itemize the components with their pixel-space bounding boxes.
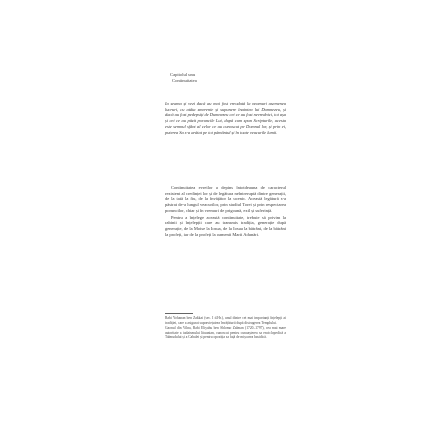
chapter-heading bbox=[170, 72, 290, 85]
paragraph: Continuitatea evreilor a depins întotdeauna de caracterul rezistent al credinței lor și de legătura neîntreruptă dintre generații, de la tată la fiu, de la învățător la ucenic. Această legătură s-a păstrat de-a lungul veacurilor, prin studiul Torei și prin respectarea poruncilor, chiar și în vremuri de prigoană, exil și suferință. bbox=[165, 185, 286, 213]
footnote-divider bbox=[165, 313, 193, 314]
epigraph bbox=[165, 101, 286, 135]
chapter-title: Continuitatea bbox=[172, 78, 197, 84]
intro-text bbox=[165, 185, 286, 238]
paragraph: Pentru a înțelege această continuitate, trebuie să privim la rabinii și înțelepții care au transmis tradiția, generație după generație, de la Moise la Iosua, de la Iosua la bătrâni, de la bătrâni la profeți, iar de la profeți la oamenii Marii Adunări. bbox=[165, 214, 286, 237]
epigraph-text: Ia seama și vezi dacă au mai fost vreodată la neamuri asemenea lucruri, cu atâta smerenie și supunere înaintea lui Dumnezeu, și dacă au fost pedepsiți de Dumnezeu cei ce au fost nevrednici, tot așa și cei ce au păzit poruncile Lui, după cum spun Scripturile, acesta este semnul sfânt al celor ce au cunoscut pe Domnul lor, și prin ei, puterea Sa s-a arătat pe tot pământul și în toate veacurile lumii. bbox=[165, 101, 286, 135]
chapter-label: Capitolul unu bbox=[170, 72, 196, 77]
footnote: Gaonul din Vilna, Rabi Eliyahu ben Shlomo Zalman (1720–1797), cea mai mare autoritate a iudaismului lituanian, cunoscut pentru cunoașterea sa enciclopedică a Talmudului și a Cabalei și pentru opoziția sa față de mișcarea hasidică. bbox=[165, 326, 286, 340]
footnote: Rabi Yohanan ben Zakkai (sec. I d.Hr.), unul dintre cei mai importanți înțelepți ai tradiției, care a asigurat supraviețuirea învățăturii după distrugerea Templului. bbox=[165, 316, 286, 325]
footnotes bbox=[165, 316, 286, 341]
